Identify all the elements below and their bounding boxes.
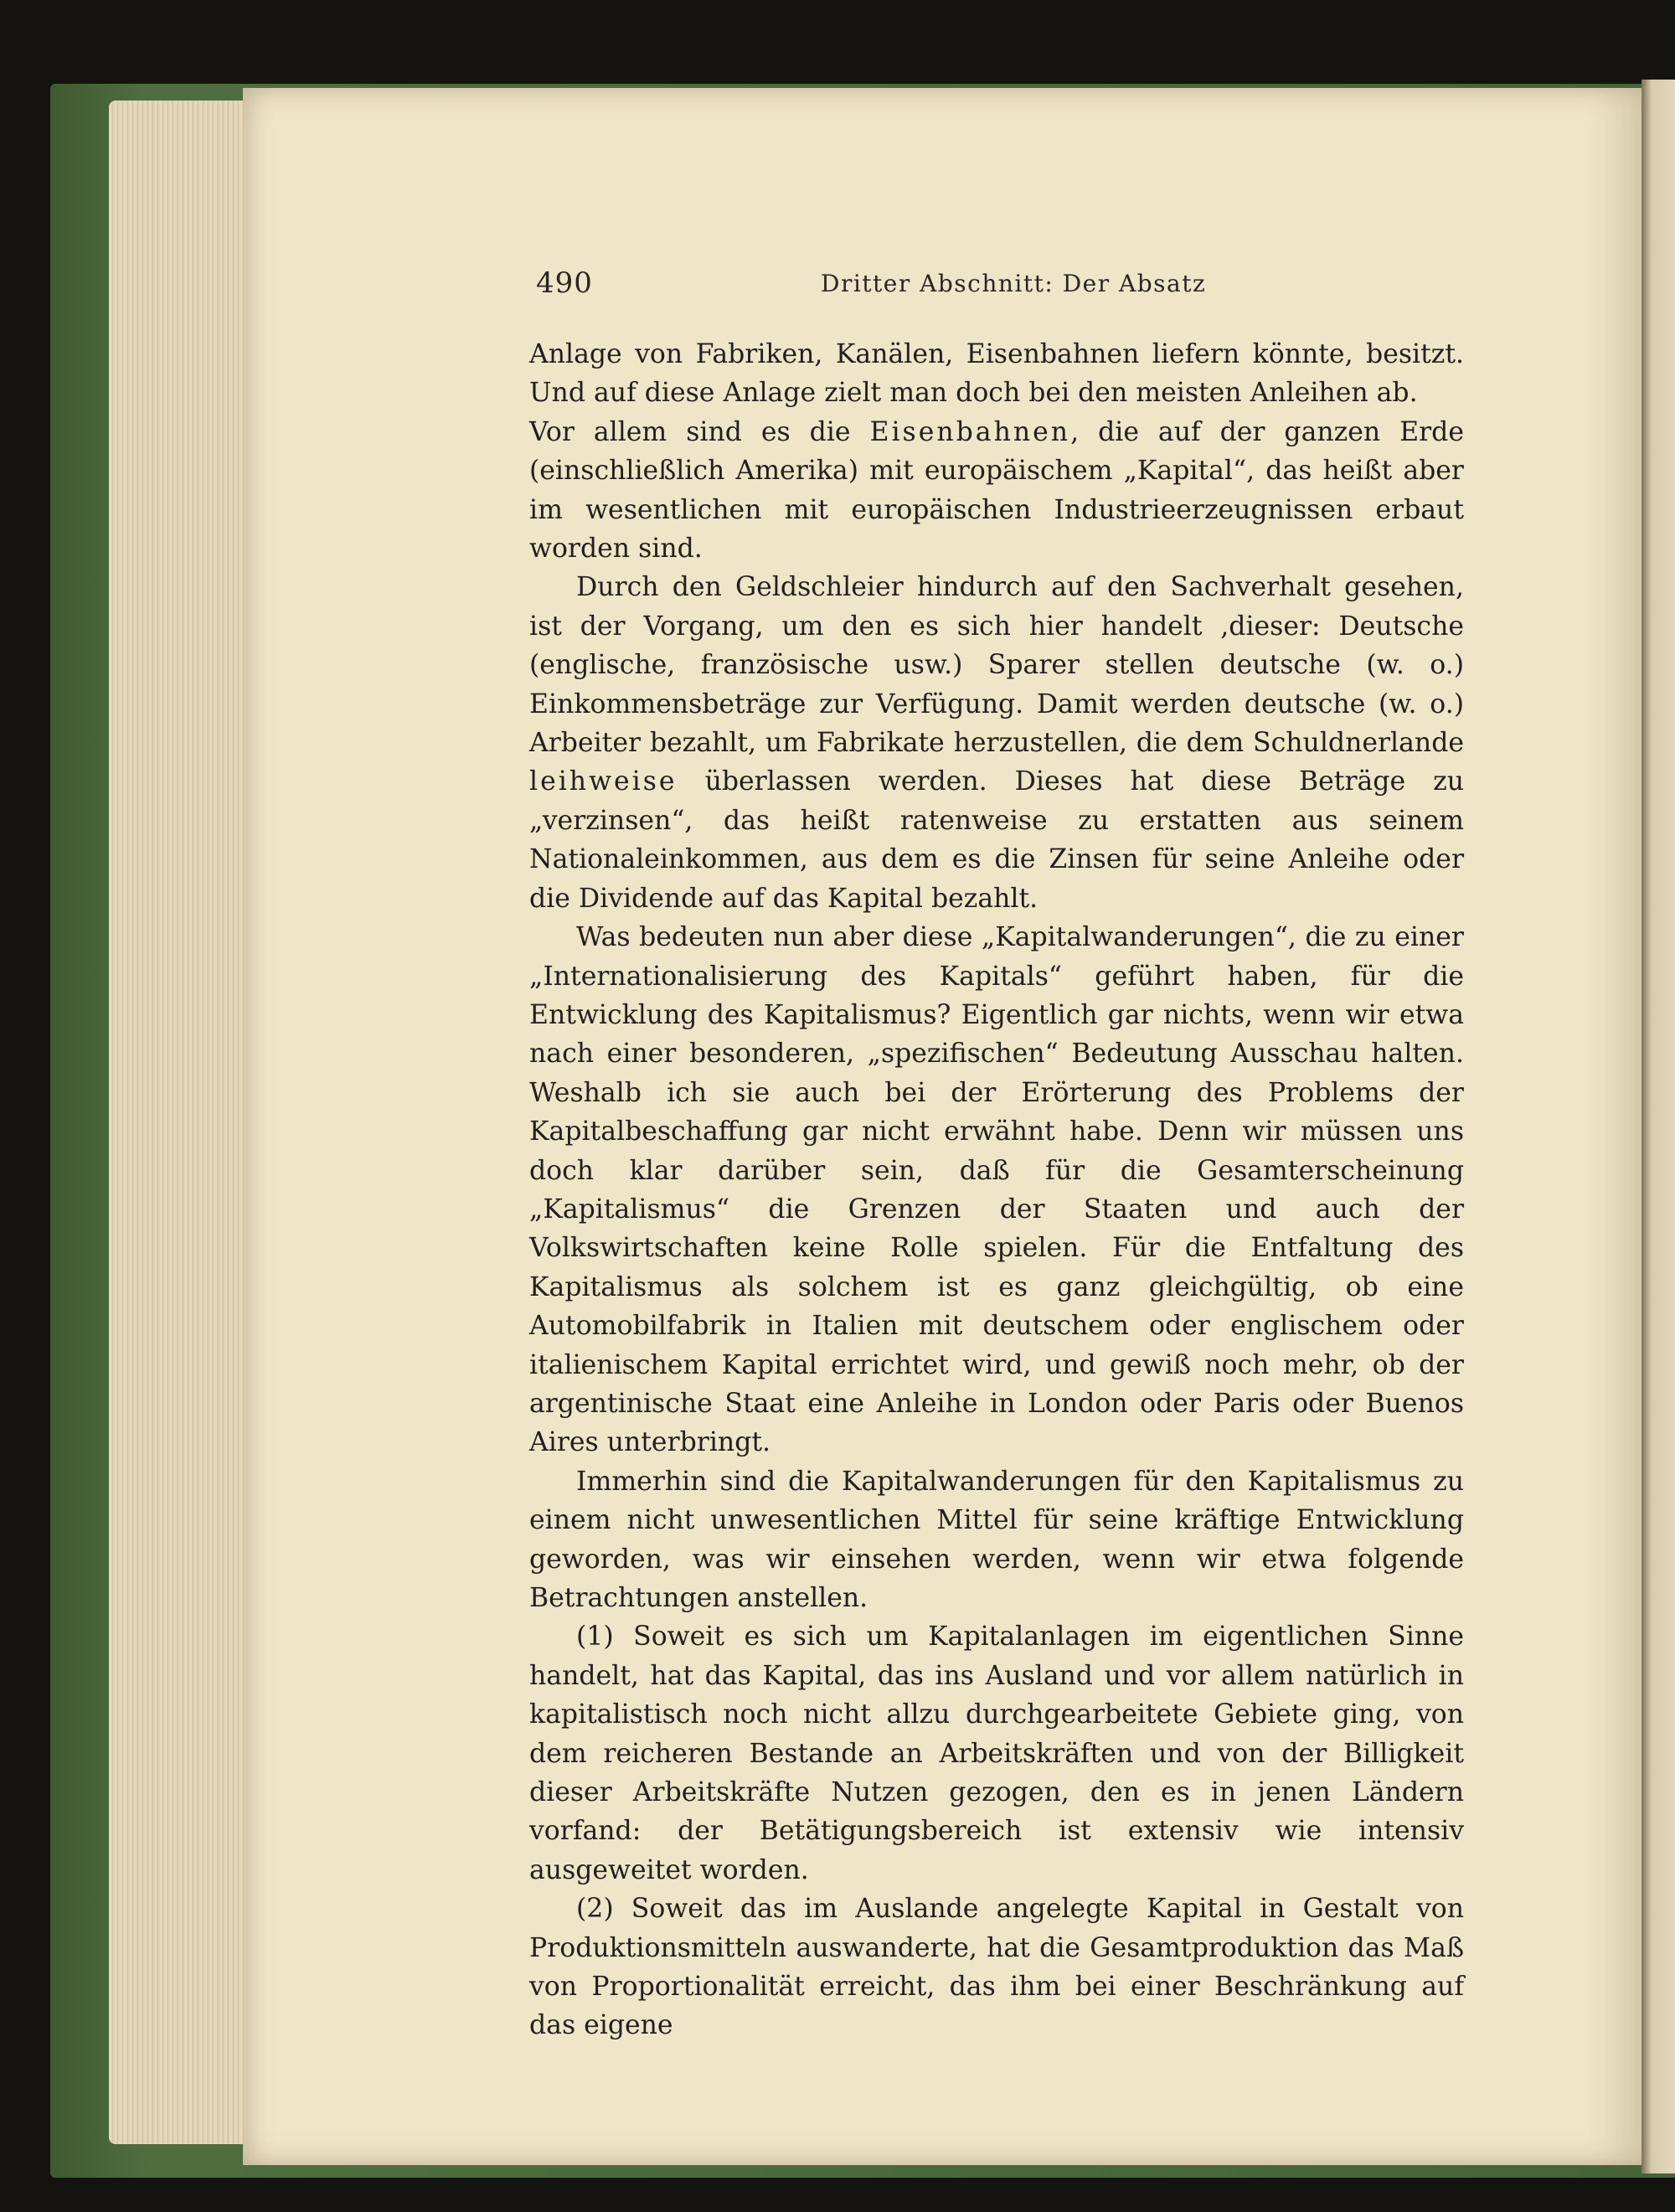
paragraph-3 (529, 568, 1464, 918)
paragraph-5 (529, 1462, 1464, 1618)
page-number: 490 (536, 266, 593, 300)
body-text (529, 335, 1464, 2045)
paragraph-2 (529, 413, 1464, 569)
paragraph-1 (529, 335, 1464, 413)
paragraph-1-text: Anlage von Fabriken, Kanälen, Eisenbahnen liefern könnte, besitzt. Und auf diese Anlage zielt man doch bei den meisten Anleihen ab. (529, 339, 1464, 409)
paragraph-6 (529, 1617, 1464, 1890)
paragraph-2-text-b: , die auf der ganzen Erde (einschließlich Amerika) mit europäischem „Kapital“, das heißt aber im wesentlichen mit europäischen Industrieerzeugnissen erbaut worden sind. (529, 416, 1464, 565)
paragraph-4-text: Was bedeuten nun aber diese „Kapitalwanderungen“, die zu einer „Internationalisierung des Kapitals“ geführt haben, für die Entwicklung des Kapitalismus? Eigentlich gar nichts, wenn wir etwa nach einer besonderen, „spezifischen“ Bedeutung Ausschau halten. Weshalb ich sie auch bei der Erörterung des Problems der Kapitalbeschaffung gar nicht erwähnt habe. Denn wir müssen uns doch klar darüber sein, daß für die Gesamterscheinung „Kapitalismus“ die Grenzen der Staaten und auch der Volkswirtschaften keine Rolle spielen. Für die Entfaltung des Kapitalismus als solchem ist es ganz gleichgültig, ob eine Automobilfabrik in Italien mit deutschem oder englischem oder italienischem Kapital errichtet wird, und gewiß noch mehr, ob der argentinische Staat eine Anleihe in London oder Paris oder Buenos Aires unterbringt. (529, 922, 1464, 1458)
paragraph-7-text: (2) Soweit das im Auslande angelegte Kapital in Gestalt von Produktionsmitteln auswanderte, hat die Gesamtproduktion das Maß von Proportionalität erreicht, das ihm bei einer Beschränkung auf das eigene (529, 1894, 1464, 2041)
page-header (536, 266, 1457, 308)
paragraph-3-text-a: Durch den Geldschleier hindurch auf den Sachverhalt gesehen, ist der Vorgang, um den es sich hier handelt ,dieser: Deutsche (englische, französische usw.) Sparer stellen deutsche (w. o.) Einkommensbeträge zur Verfügung. Damit werden deutsche (w. o.) Arbeiter bezahlt, um Fabrikate herzustellen, die dem Schuldnerlande (529, 572, 1464, 759)
emphasis-eisenbahnen: Eisenbahnen (869, 416, 1071, 447)
facing-page-edge (1642, 80, 1675, 2173)
page-edges (109, 101, 251, 2144)
paragraph-6-text: (1) Soweit es sich um Kapitalanlagen im eigentlichen Sinne handelt, hat das Kapital, das ins Ausland und vor allem natürlich in kapitalistisch noch nicht allzu durchgearbeitete Gebiete ging, von dem reicheren Bestande an Arbeitskräften und von der Billigkeit dieser Arbeitskräfte Nutzen gezogen, den es in jenen Ländern vorfand: der Betätigungsbereich ist extensiv wie intensiv ausgeweitet worden. (529, 1622, 1464, 1885)
running-head: Dritter Abschnitt: Der Absatz (821, 270, 1207, 297)
paragraph-2-text-a: Vor allem sind es die (529, 416, 870, 447)
paragraph-7 (529, 1890, 1464, 2045)
paragraph-5-text: Immerhin sind die Kapitalwanderungen für den Kapitalismus zu einem nicht unwesentlichen Mittel für seine kräftige Entwicklung geworden, was wir einsehen werden, wenn wir etwa folgende Betrachtungen anstellen. (529, 1466, 1464, 1613)
paragraph-4 (529, 918, 1464, 1462)
emphasis-leihweise: leihweise (529, 766, 678, 797)
paragraph-3-text-b: überlassen werden. Dieses hat diese Beträge zu „verzinsen“, das heißt ratenweise zu erstatten aus seinem Nationaleinkommen, aus dem es die Zinsen für seine Anleihe oder die Dividende auf das Kapital bezahlt. (529, 766, 1464, 914)
